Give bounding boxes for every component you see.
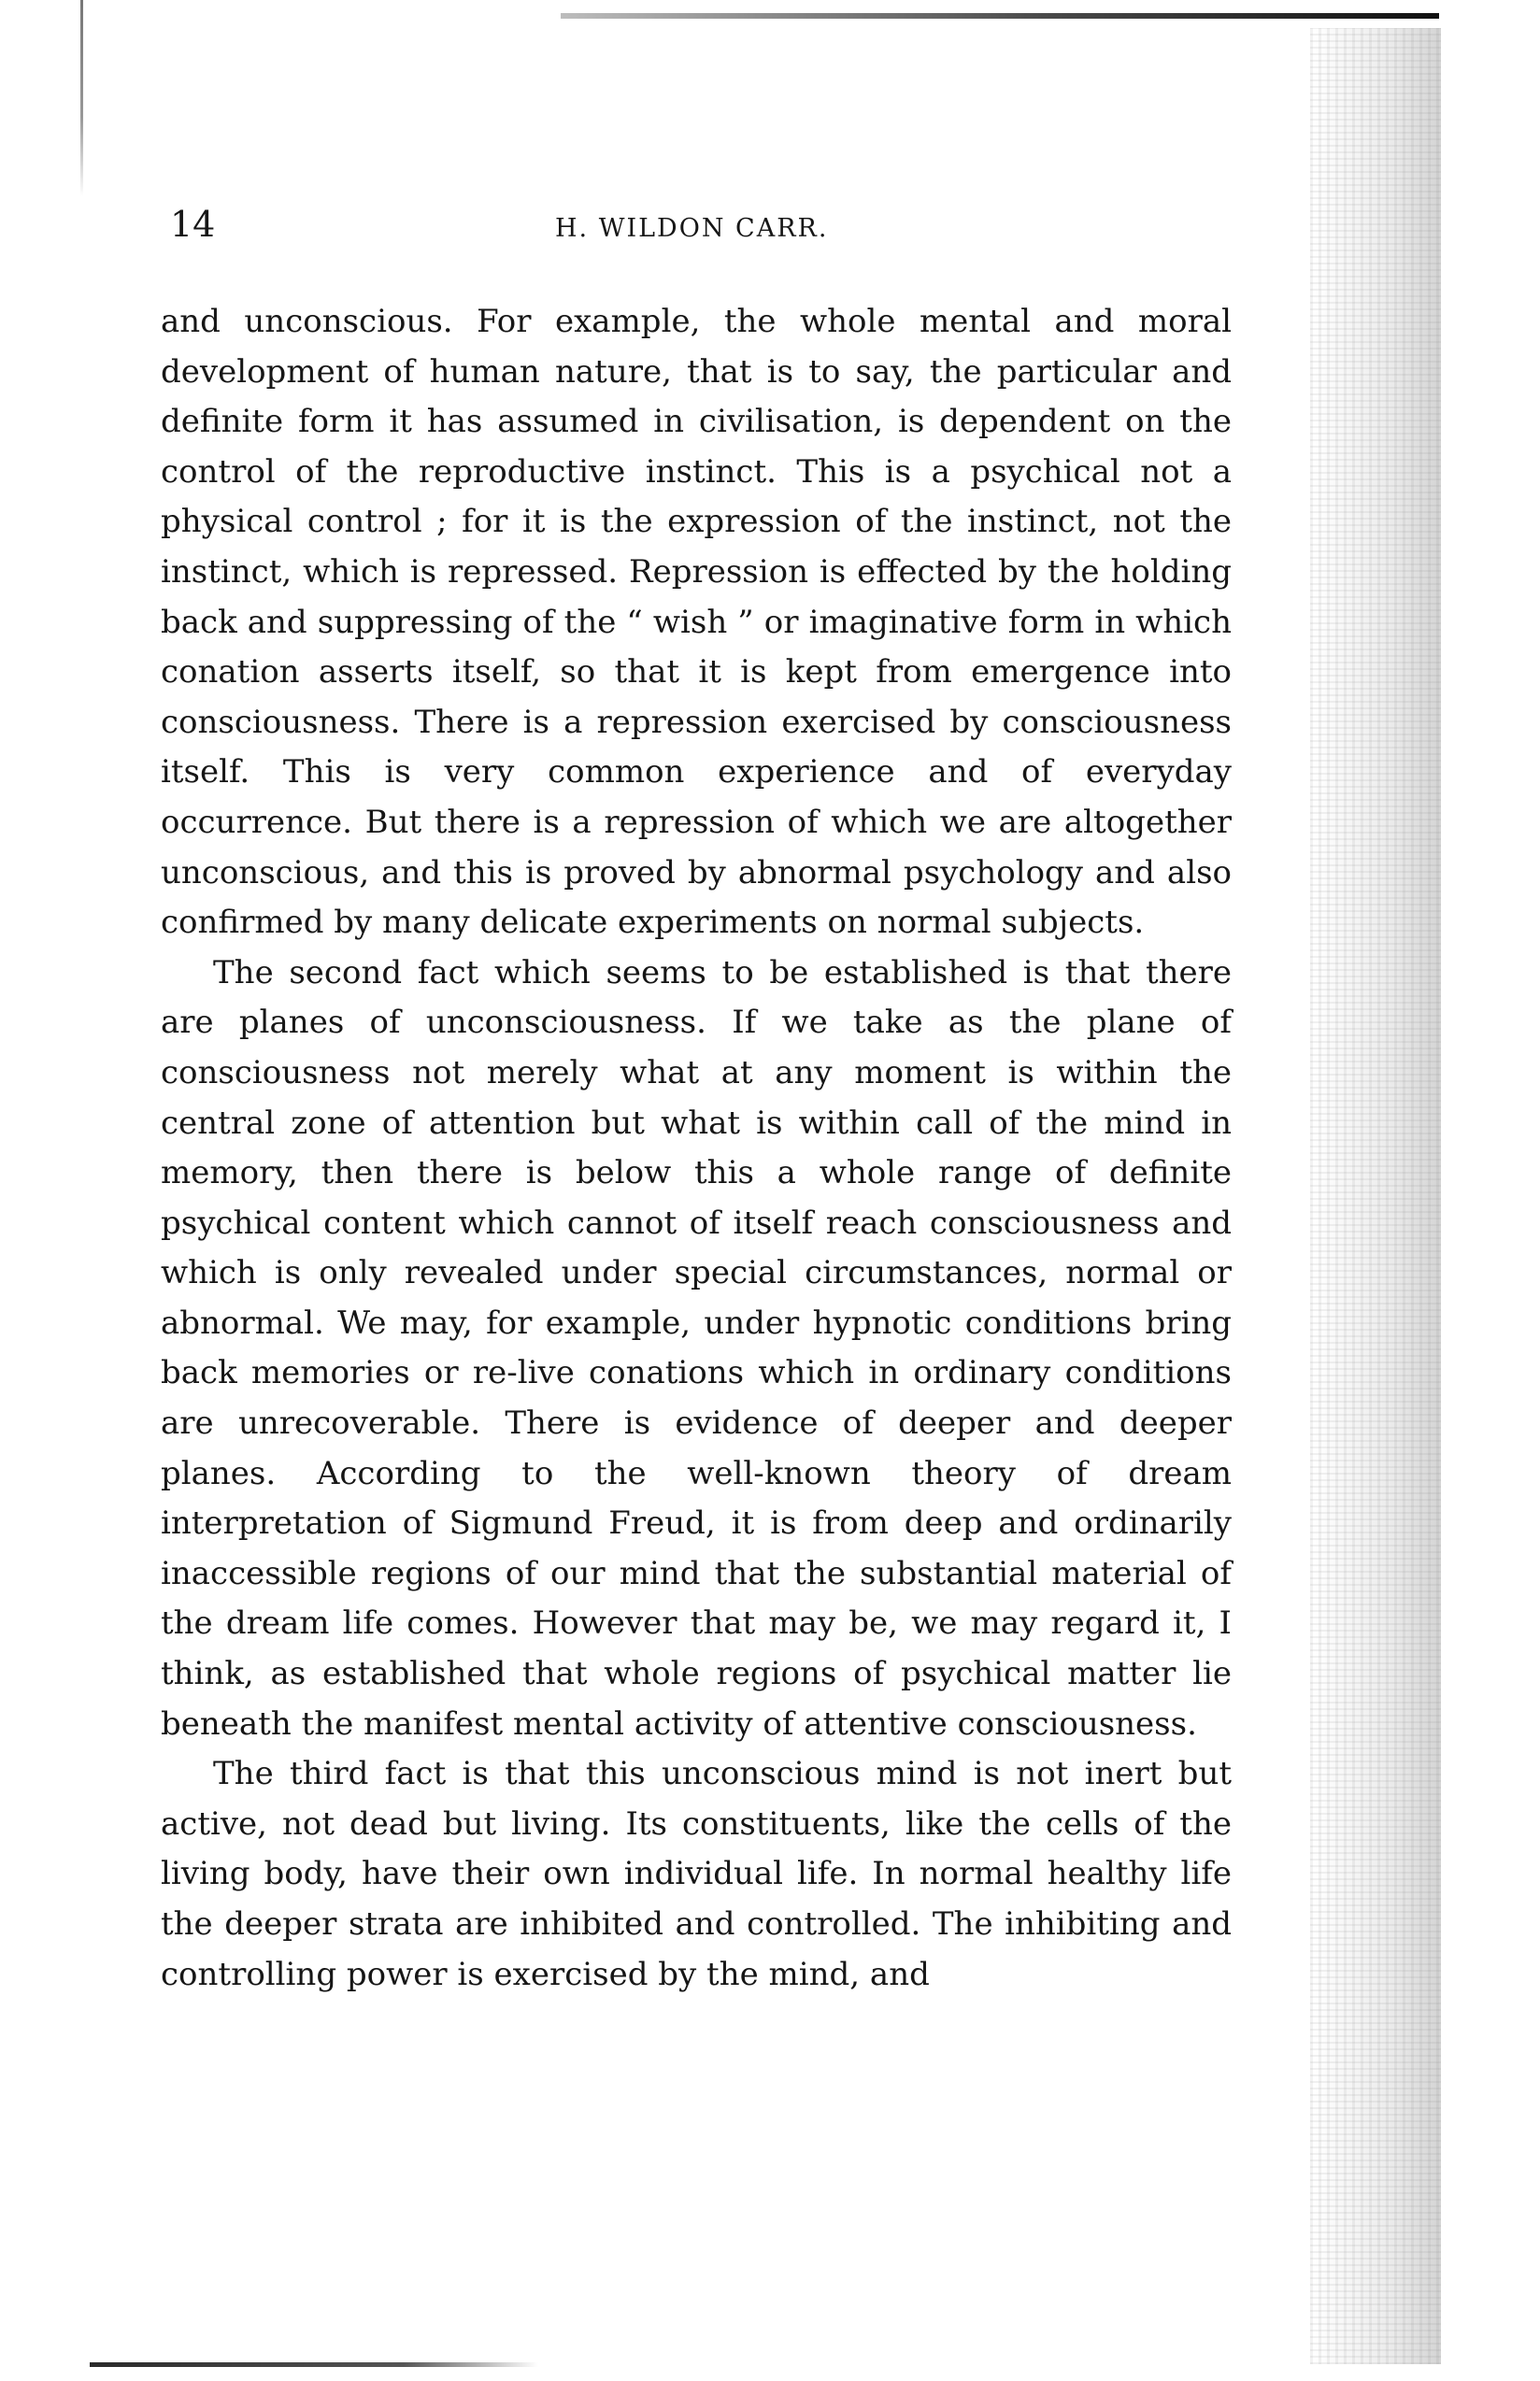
- page-number: 14: [170, 204, 216, 245]
- paragraph-2: The second fact which seems to be established is that there are planes of unconsciousness. If we take as the plane of consciousness not merely what at any moment is within the central zone of attention but what is within call of the mind in memory, then there is below this a whole range of definite psychical content which cannot of itself reach consciousness and which is only revealed under special circumstances, normal or abnormal. We may, for example, under hypnotic conditions bring back memories or re-live conations which in ordinary conditions are unrecoverable. There is evidence of deeper and deeper planes. According to the well-known theory of dream interpretation of Sigmund Freud, it is from deep and ordinarily inaccessible regions of our mind that the substantial material of the dream life comes. However that may be, we may regard it, I think, as established that whole regions of psychical matter lie beneath the manifest mental activity of attentive consciousness.: [161, 953, 1232, 1743]
- scan-left-edge: [80, 0, 83, 196]
- paragraph-1: and unconscious. For example, the whole mental and moral development of human nature, that is to say, the particular and definite form it has assumed in civilisation, is dependent on the control of the reproductive instinct. This is a psychical not a physical control ; for it is the expression of the instinct, not the instinct, which is repressed. Repression is effected by the holding back and suppressing of the “ wish ” or imaginative form in which conation asserts itself, so that it is kept from emergence into consciousness. There is a repression exercised by consciousness itself. This is very common experience and of everyday occurrence. But there is a repression of which we are altogether unconscious, and this is proved by abnormal psychology and also confirmed by many delicate experiments on normal subjects.: [161, 303, 1232, 942]
- scan-right-edge-noise: [1310, 28, 1441, 2364]
- paragraph-3: The third fact is that this unconscious mind is not inert but active, not dead but living. Its constituents, like the cells of the living body, have their own individual life. In normal healthy life the deeper strata are inhibited and controlled. The inhibiting and controlling power is exercised by the mind, and: [161, 1755, 1232, 1993]
- body-text: [161, 297, 1232, 2000]
- scan-bottom-edge: [90, 2362, 538, 2367]
- running-head: H. WILDON CARR.: [555, 214, 829, 243]
- scan-top-edge: [561, 13, 1439, 19]
